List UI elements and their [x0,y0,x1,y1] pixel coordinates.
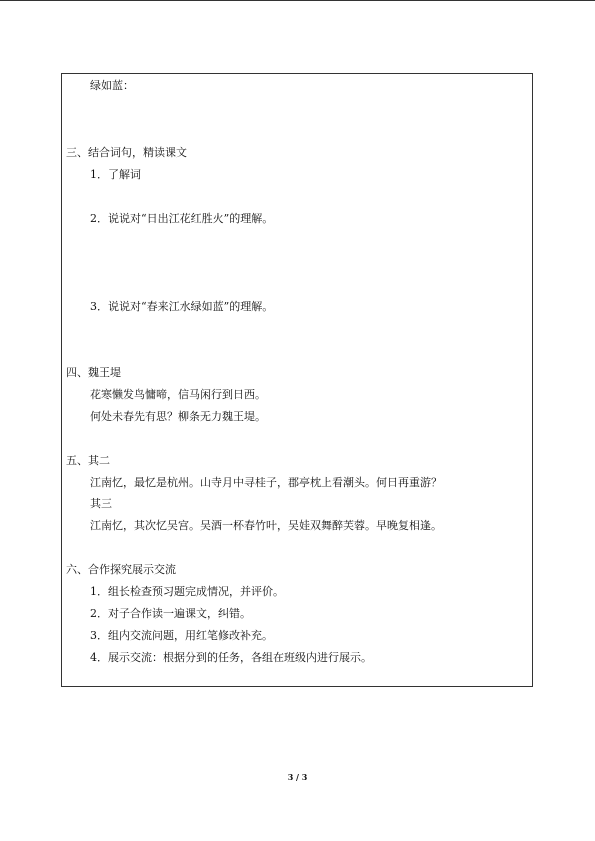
poem-line-2: 何处未春先有思？柳条无力魏王堤。 [90,410,266,423]
section-heading-6: 六、合作探究展示交流 [66,563,176,576]
section-heading-5: 五、其二 [66,454,110,467]
top-rule [0,0,595,1]
list-item-6-4: 4．展示交流：根据分到的任务，各组在班级内进行展示。 [90,651,372,664]
list-item-3-3: 3．说说对“春来江水绿如蓝”的理解。 [90,300,274,313]
poem-line-3: 江南忆，最忆是杭州。山寺月中寻桂子，郡亭枕上看潮头。何日再重游？ [90,476,442,489]
poem-line-1: 花寒懒发鸟慵啼，信马闲行到日西。 [90,388,266,401]
list-item-3-2: 2．说说对“日出江花红胜火”的理解。 [90,212,274,225]
list-item-3-1: 1．了解词 [90,168,141,181]
section-heading-3: 三、结合词句，精读课文 [66,146,187,159]
subheading-qi-san: 其三 [90,497,112,510]
page-number: 3 / 3 [287,772,308,782]
poem-line-4: 江南忆，其次忆吴宫。吴酒一杯春竹叶，吴娃双舞醉芙蓉。早晚复相逢。 [90,519,442,532]
list-item-6-3: 3．组内交流问题，用红笔修改补充。 [90,629,273,642]
text-line-green-like-blue: 绿如蓝： [90,79,134,92]
list-item-6-2: 2．对子合作读一遍课文，纠错。 [90,607,251,620]
section-heading-4: 四、魏王堤 [66,366,121,379]
list-item-6-1: 1．组长检查预习题完成情况，并评价。 [90,585,284,598]
